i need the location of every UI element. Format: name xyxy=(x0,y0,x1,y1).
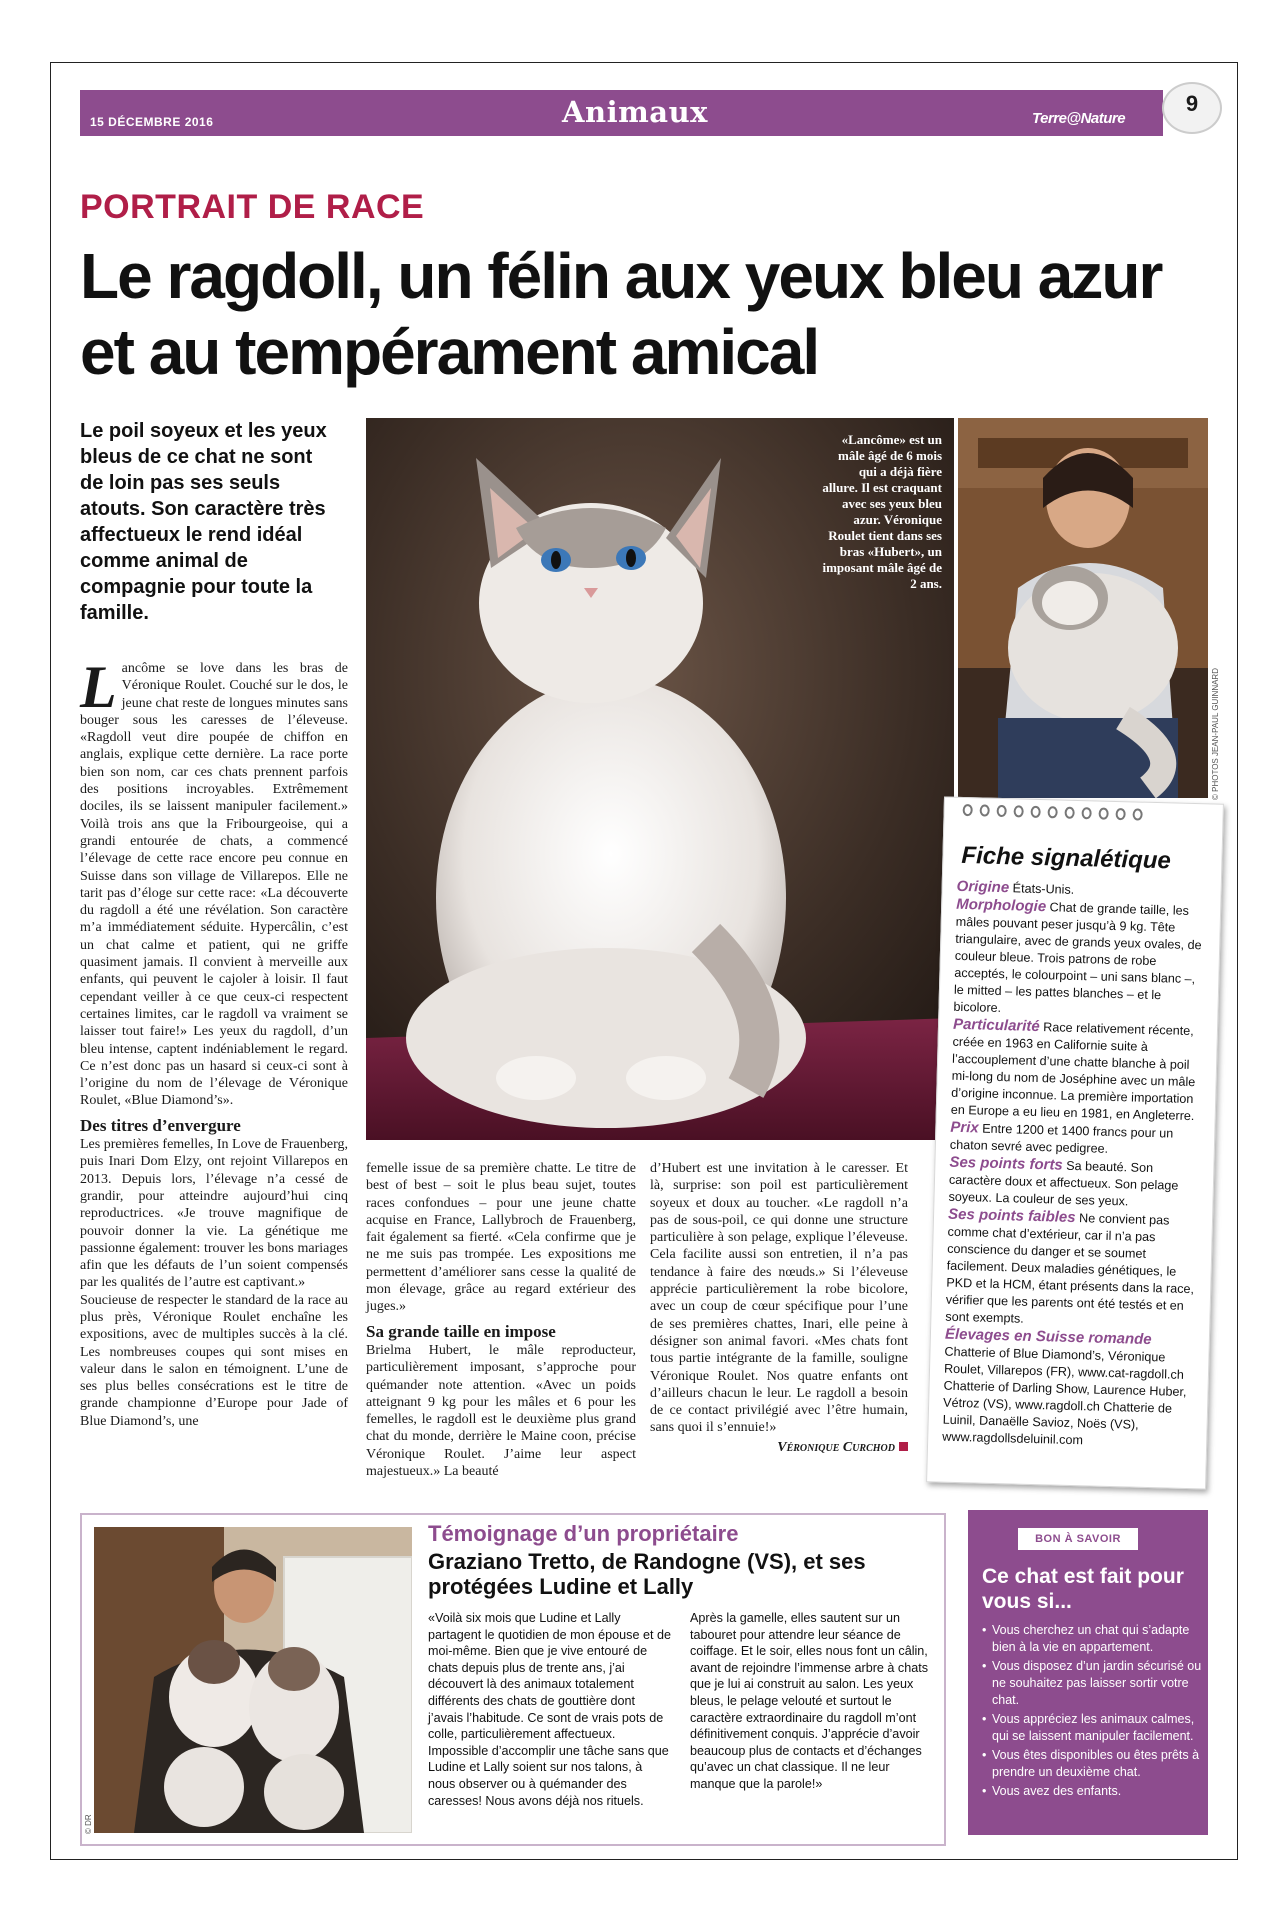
article-headline: Le ragdoll, un félin aux yeux bleu azur et au tempérament amical xyxy=(80,240,1162,388)
fiche-title: Fiche signalétique xyxy=(961,841,1172,875)
article-lede: Le poil soyeux et les yeux bleus de ce chat ne sont de loin pas ses seuls atouts. Son caractère très affectueux le rend idéal comme animal de compagnie pour toute la famille. xyxy=(80,420,327,624)
page-number: 9 xyxy=(1185,91,1199,116)
subheading: Sa grande taille en impose xyxy=(366,1321,556,1341)
article-column-2 xyxy=(366,1160,636,1480)
fiche-body xyxy=(942,878,1207,1452)
paragraph: femelle issue de sa première chatte. Le titre de best of best – soit le plus beau sujet, toutes races confondues – pour une jeune chatte acquise en France, Lallybroch de Frauenberg, fait également sa fierté. «Cela confirme que je ne me suis pas trompée. Les expositions me permettent d’améliorer sans cesse la qualité de mon élevage, grâce au regard extérieur des juges.» xyxy=(366,1161,636,1315)
photo-credit: © PHOTOS JEAN-PAUL GUINNARD xyxy=(1211,668,1220,800)
bon-a-savoir-label: BON À SAVOIR xyxy=(1018,1528,1138,1550)
article-column-3 xyxy=(650,1160,908,1456)
list-item: • Vous cherchez un chat qui s’adapte bien à la vie en appartement. xyxy=(980,1622,1202,1656)
testimonial-kicker: Témoignage d’un propriétaire xyxy=(428,1521,739,1546)
fiche-item: Prix Entre 1200 et 1400 francs pour un chaton sevré avec pedigree. xyxy=(949,1118,1174,1156)
ring-icon xyxy=(1081,807,1091,819)
section-title: Animaux xyxy=(562,95,708,129)
article-kicker: PORTRAIT DE RACE xyxy=(80,188,425,226)
list-item: • Vous avez des enfants. xyxy=(980,1783,1202,1800)
fiche-item: Morphologie Chat de grande taille, les mâles pouvant peser jusqu’à 9 kg. Tête triangulaire, avec de grands yeux ovales, de couleur bleue. Trois patrons de robe acceptés, le colourpoint – uni sans blanc –, le mitted – les pattes blanches – et le bicolore. xyxy=(953,895,1202,1016)
photo-caption: «Lancôme» est un mâle âgé de 6 mois qui a déjà fière allure. Il est craquant avec ses yeux bleu azur. Véronique Roulet tient dans ses bras «Hubert», un imposant mâle âgé de 2 ans. xyxy=(822,432,942,591)
drop-cap: L xyxy=(80,654,117,720)
paragraph: Les premières femelles, In Love de Frauenberg, puis Inari Dom Elzy, ont rejoint Villarepos en 2013. Depuis lors, l’élevage n’a cessé de grandir, pour atteindre aujourd’hui cinq reproductrices. «Je trouve magnifique de pouvoir donner la vie. La génétique me passionne également: trouver les bons mariages afin que les défauts de l’un soient compensés par les qualités de l’autre est captivant.» xyxy=(80,1137,348,1291)
ring-icon xyxy=(1098,808,1108,820)
list-item: • Vous êtes disponibles ou êtes prêts à prendre un deuxième chat. xyxy=(980,1747,1202,1781)
fiche-item: Ses points forts Sa beauté. Son caractère doux et affectueux. Son pelage soyeux. La couleur de ses yeux. xyxy=(948,1153,1179,1209)
testimonial-column-1: «Voilà six mois que Ludine et Lally partagent le quotidien de mon épouse et de moi-même. Bien que je vive entouré de chats depuis plus de trente ans, j’ai découvert là des animaux totalement différents des chats de gouttière dont j’avais l’habitude. Ce sont de vrais pots de colle, particulièrement affectueux. Impossible d’accomplir une tâche sans que Ludine et Lally soient sur nos talons, à nous observer ou à quémander des caresses! Nous avons déjà nos rituels. xyxy=(428,1611,671,1808)
author-signature: Véronique Curchod xyxy=(650,1439,908,1456)
paragraph: Lancôme se love dans les bras de Véronique Roulet. Couché sur le dos, le jeune chat reste de longues minutes sans bouger sous les caresses de l’éleveuse. «Ragdoll veut dire poupée de chiffon en anglais, explique cette dernière. La race porte bien son nom, car ces chats prennent parfois des positions incroyables. Extrêmement dociles, ils se laissent manipuler facilement.» Voilà trois ans que la Fribourgeoise, qui a grandi entourée de chats, a commencé l’élevage de cette race encore peu connue en Suisse dans son village de Villarepos. Elle ne tarit pas d’éloge sur cette race: «La découverte du ragdoll a été une révélation. Son caractère m’a immédiatement séduite. Hypercâlin, c’est un chat calme et patient, qui ne griffe quasiment jamais. Il convient à merveille aux enfants, qui peuvent le cajoler à loisir. Il faut cependant veiller à ce que ceux-ci respectent certaines limites, car le ragdoll va vraiment se laisser tout faire!» Les yeux du ragdoll, d’un bleu intense, captent indéniablement le regard. Ce n’est donc pas un hasard si ceux-ci sont à l’origine du nom de l’élevage de Véronique Roulet, «Blue Diamond’s». xyxy=(80,654,348,1109)
paragraph: Brielma Hubert, le mâle reproducteur, particulièrement imposant, s’approche pour quémander note attention. «Avec un poids atteignant 9 kg pour les mâles et 6 pour les femelles, le ragdoll est le deuxième plus grand chat du monde, derrière le Maine coon, précise Véronique Roulet. J’aime leur aspect majestueux.» La beauté xyxy=(366,1342,636,1480)
fiche-signaletique-card xyxy=(926,796,1224,1489)
owner-photo-credit: © DR xyxy=(84,1814,93,1834)
ring-icon xyxy=(1030,806,1040,818)
breeder-holding-cat-illustration xyxy=(958,418,1208,798)
testimonial-title: Graziano Tretto, de Randogne (VS), et ses protégées Ludine et Lally xyxy=(428,1549,866,1599)
publication-logo: Terre@Nature xyxy=(1032,110,1126,127)
ring-icon xyxy=(963,804,973,816)
ring-icon xyxy=(1132,808,1142,820)
list-item: • Vous appréciez les animaux calmes, qui se laissent manipuler facilement. xyxy=(980,1711,1202,1745)
ring-icon xyxy=(1064,807,1074,819)
owner-with-cats-illustration xyxy=(94,1527,412,1833)
fiche-item: Origine États-Unis. xyxy=(956,877,1075,897)
paragraph: Soucieuse de respecter le standard de la race au plus près, Véronique Roulet enchaîne les expositions, avec de multiples succès à la clé. Les nombreuses coupes qui sont mises en valeur dans le salon en témoignent. L’une de ses plus belles consécrations est le titre de grande championne d’Europe pour Jade of Blue Diamond’s, une xyxy=(80,1292,348,1429)
owner-photo xyxy=(94,1527,412,1833)
ring-icon xyxy=(1115,808,1125,820)
fiche-item: Ses points faibles Ne convient pas comme chat d’extérieur, car il n’a pas conscience du danger et se soumet facilement. Deux maladies génétiques, le PKD et la HCM, étant présents dans la race, vérifier que les parents ont été testés et en sont exempts. xyxy=(945,1205,1195,1326)
ring-icon xyxy=(1047,806,1057,818)
breeder-photo xyxy=(958,418,1208,798)
subheading: Des titres d’envergure xyxy=(80,1115,241,1135)
ring-icon xyxy=(1014,805,1024,817)
paragraph: d’Hubert est une invitation à le caresser. Et là, surprise: son poil est particulièrement soyeux et doux au toucher. «Le ragdoll n’a pas de sous-poil, ce qui donne une structure particulière à son pelage, explique l’éleveuse. Cela facilite aussi son entretien, il n’a pas tendance à faire des nœuds.» Si l’éleveuse apprécie particulièrement la robe bicolore, avec un coup de cœur spécifique pour l’une de ses premières chattes, Inari, elle peine à désigner son animal favori. «Mes chats font tous partie intégrante de la famille, souligne Véronique Roulet. Nos quatre enfants ont d’ailleurs chacun le leur. Le ragdoll a besoin de ce contact privilégié avec l’être humain, sans quoi il s’ennuie!» xyxy=(650,1161,908,1436)
bon-a-savoir-list xyxy=(980,1622,1202,1802)
article-column-1 xyxy=(80,654,348,1430)
spiral-rings xyxy=(963,804,1143,821)
ring-icon xyxy=(980,804,990,816)
testimonial-column-2: Après la gamelle, elles sautent sur un tabouret pour attendre leur séance de coiffage. Et le soir, elles nous font un câlin, avant de rejoindre l’immense arbre à chats que je lui ai construit au salon. Les yeux bleus, le pelage velouté et surtout le caractère extraordinaire du ragdoll m’ont définitivement conquis. J’apprécie d’avoir beaucoup plus de contacts et d’échanges qu’avec un chat classique. Il ne leur manque que la parole!» xyxy=(690,1611,929,1791)
fiche-item: Élevages en Suisse romande Chatterie of Blue Diamond’s, Véronique Roulet, Villarepos (FR), www.cat-ragdoll.ch Chatterie of Darling Show, Laurence Huber, Vétroz (VS), www.ragdoll.ch Chatterie de Luinil, Danaëlle Savioz, Noës (VS), www.ragdollsdeluinil.com xyxy=(942,1325,1187,1448)
end-mark-icon xyxy=(899,1442,908,1451)
issue-date: 15 DÉCEMBRE 2016 xyxy=(90,115,214,129)
fiche-item: Particularité Race relativement récente, créée en 1963 en Californie suite à l’accouplement d’une chatte blanche à poil mi-long du nom de Joséphine avec un mâle d’origine inconnue. La première importation en Europe a eu lieu en 1981, en Angleterre. xyxy=(950,1015,1196,1124)
ring-icon xyxy=(997,805,1007,817)
list-item: • Vous disposez d’un jardin sécurisé ou ne souhaitez pas laisser sortir votre chat. xyxy=(980,1658,1202,1709)
bon-a-savoir-title: Ce chat est fait pour vous si... xyxy=(982,1565,1184,1613)
